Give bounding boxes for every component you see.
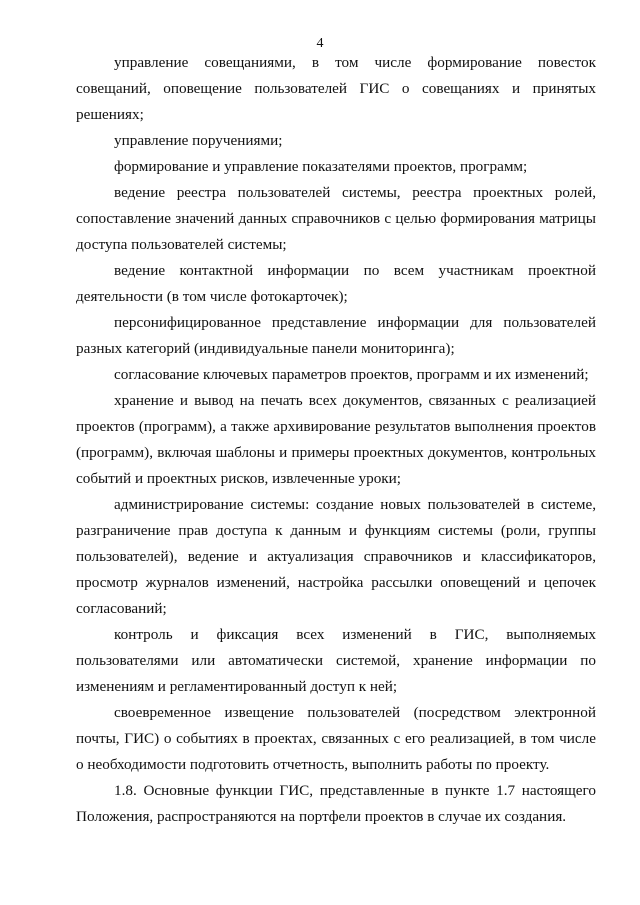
- paragraph-change-control: контроль и фиксация всех изменений в ГИС, выполняемых пользователями или автоматически системой, хранение информации по изменениям и регламентированный доступ к ней;: [76, 626, 596, 695]
- paragraph-administration: администрирование системы: создание новых пользователей в системе, разграничение прав доступа к данным и функциям системы (роли, группы пользователей), ведение и актуализация справочников и классификаторов, просмотр журналов изменений, настройка рассылки оповещений и цепочек согласований;: [76, 496, 596, 617]
- paragraph-approval: согласование ключевых параметров проектов, программ и их изменений;: [114, 366, 589, 383]
- paragraph-indicators: формирование и управление показателями проектов, программ;: [114, 158, 528, 175]
- paragraph-notifications: своевременное извещение пользователей (посредством электронной почты, ГИС) о событиях в проектах, связанных с его реализацией, в том числе о необходимости подготовить отчетность, выполнить работы по проекту.: [76, 704, 596, 773]
- page-number: 4: [316, 36, 324, 51]
- paragraph-personalized-view: персонифицированное представление информации для пользователей разных категорий (индивидуальные панели мониторинга);: [76, 314, 596, 357]
- document-body: [76, 50, 596, 830]
- paragraph-user-registry: ведение реестра пользователей системы, реестра проектных ролей, сопоставление значений данных справочников с целью формирования матрицы доступа пользователей системы;: [76, 184, 596, 253]
- paragraph-assignments: управление поручениями;: [114, 132, 283, 149]
- paragraph-document-storage: хранение и вывод на печать всех документов, связанных с реализацией проектов (программ), а также архивирование результатов выполнения проектов (программ), включая шаблоны и примеры проектных документов, контрольных событий и проектных рисков, извлеченные уроки;: [76, 392, 596, 487]
- paragraph-section-1-8: 1.8. Основные функции ГИС, представленные в пункте 1.7 настоящего Положения, распространяются на портфели проектов в случае их создания.: [76, 782, 596, 825]
- paragraph-contacts: ведение контактной информации по всем участникам проектной деятельности (в том числе фотокарточек);: [76, 262, 596, 305]
- paragraph-meetings: управление совещаниями, в том числе формирование повесток совещаний, оповещение пользователей ГИС о совещаниях и принятых решениях;: [76, 54, 596, 123]
